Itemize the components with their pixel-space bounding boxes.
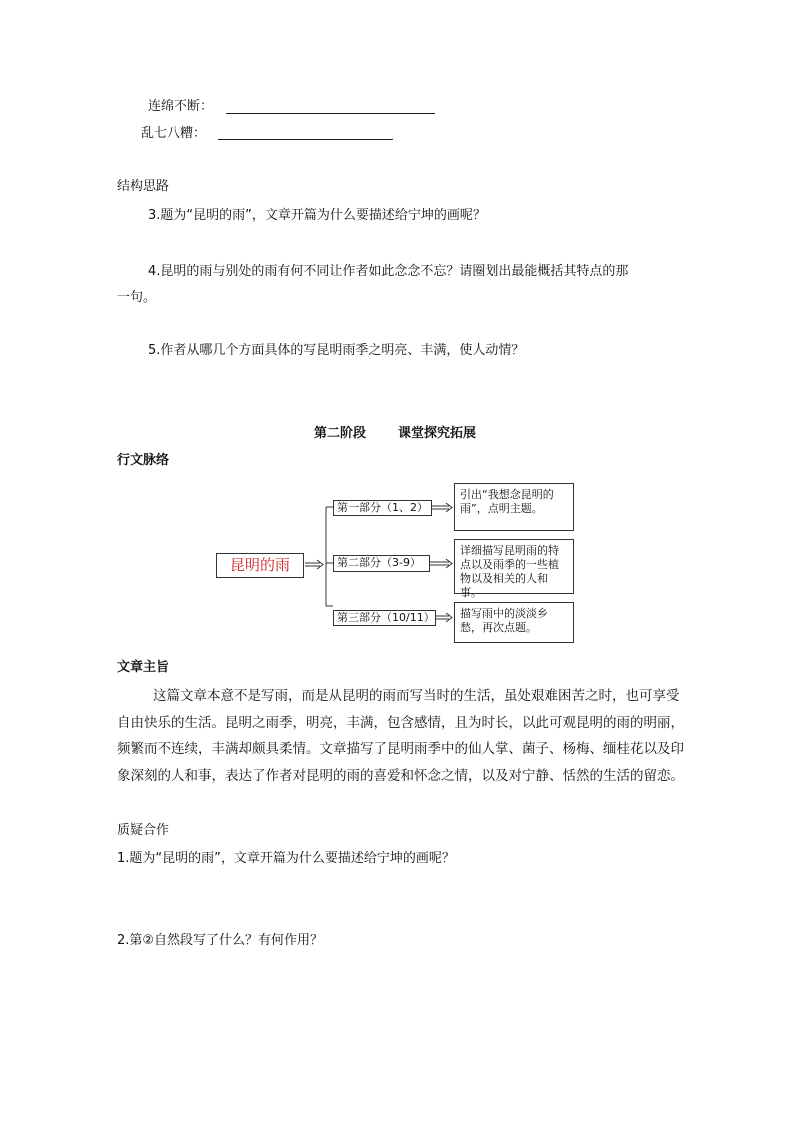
diagram-part-2-note: 详细描写昆明雨的特点以及雨季的一些植物以及相关的人和事。 bbox=[454, 539, 574, 594]
cooperation-heading: 质疑合作 bbox=[117, 823, 170, 838]
diagram-part-2-label: 第二部分（3-9） bbox=[333, 555, 430, 572]
diagram-main-box: 昆明的雨 bbox=[216, 553, 304, 578]
question-4-line-2: 一句。 bbox=[117, 290, 157, 305]
theme-paragraph bbox=[117, 683, 687, 789]
fill-in-label-2: 乱七八糟： bbox=[141, 126, 207, 141]
diagram-part-3-label: 第三部分（10/11） bbox=[333, 610, 436, 626]
question-4-line-1: 4.昆明的雨与别处的雨有何不同让作者如此念念不忘？请圈划出最能概括其特点的那 bbox=[148, 264, 629, 279]
theme-text: 这篇文章本意不是写雨，而是从昆明的雨而写当时的生活，虽处艰难困苦之时，也可享受自由快乐的生活。昆明之雨季，明亮，丰满，包含感情，且为时长，以此可观昆明的雨的明丽，频繁而不连续，丰满却颇具柔情。文章描写了昆明雨季中的仙人掌、菌子、杨梅、缅桂花以及印象深刻的人和事，表达了作者对昆明的雨的喜爱和怀念之情，以及对宁静、恬然的生活的留恋。 bbox=[117, 688, 684, 784]
theme-heading: 文章主旨 bbox=[117, 660, 170, 675]
section-stage: 第二阶段 bbox=[314, 426, 367, 441]
fill-in-label-1: 连绵不断： bbox=[148, 99, 214, 114]
question-b-1: 1.题为“昆明的雨”，文章开篇为什么要描述给宁坤的画呢？ bbox=[117, 851, 455, 866]
diagram-part-1-note: 引出“我想念昆明的雨”，点明主题。 bbox=[454, 483, 574, 531]
question-b-2: 2.第②自然段写了什么？有何作用？ bbox=[117, 933, 324, 948]
section-title: 课堂探究拓展 bbox=[398, 426, 477, 441]
question-3: 3.题为“昆明的雨”，文章开篇为什么要描述给宁坤的画呢？ bbox=[148, 208, 486, 223]
diagram-part-3-note: 描写雨中的淡淡乡愁，再次点题。 bbox=[454, 602, 574, 643]
structure-heading: 结构思路 bbox=[117, 179, 170, 194]
question-5: 5.作者从哪几个方面具体的写昆明雨季之明亮、丰满，使人动情？ bbox=[148, 343, 525, 358]
diagram-part-1-label: 第一部分（1、2） bbox=[333, 500, 432, 516]
outline-heading: 行文脉络 bbox=[117, 453, 170, 468]
